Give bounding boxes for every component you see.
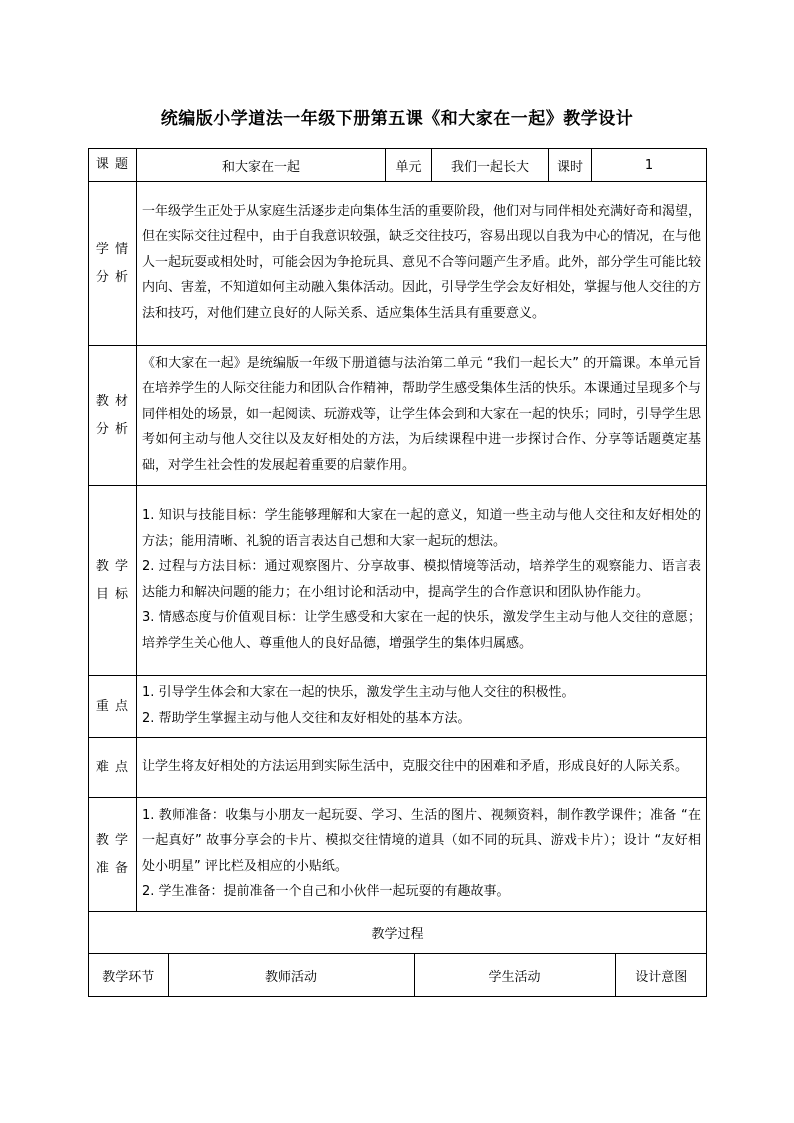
- process-title: 教学过程: [89, 912, 707, 954]
- hours-value: 1: [592, 149, 707, 182]
- zhunbei-label: [89, 798, 137, 912]
- process-header-table: [89, 954, 707, 996]
- hours-label: 课时: [549, 149, 592, 182]
- jiaocai-label-line1: 教 材: [95, 393, 130, 409]
- process-title-row: [89, 912, 707, 954]
- zhunbei-item-1: 1. 教师准备：收集与小朋友一起玩耍、学习、生活的图片、视频资料，制作教学课件；准备 “在一起真好” 故事分享会的卡片、模拟交往情境的道具（如不同的玩具、游戏卡片）；设计 “友好相处小明星” 评比栏及相应的小贴纸。: [142, 807, 701, 874]
- jiaocai-content: [137, 346, 707, 486]
- topic-label: 课 题: [89, 149, 137, 182]
- topic-value: 和大家在一起: [137, 149, 386, 182]
- nandian-label: 难 点: [89, 738, 137, 798]
- zhunbei-label-line1: 教 学: [95, 832, 130, 848]
- zhongdian-item-2: 2. 帮助学生掌握主动与他人交往和友好相处的基本方法。: [142, 710, 471, 726]
- xueqing-label-line1: 学 情: [95, 241, 130, 257]
- page-title: 统编版小学道法一年级下册第五课《和大家在一起》教学设计: [160, 109, 634, 129]
- mubiao-content: [137, 486, 707, 676]
- mubiao-label: [89, 486, 137, 676]
- process-header-cell: [89, 954, 707, 997]
- process-col-student: 学生活动: [414, 954, 615, 996]
- mubiao-item-1: 1. 知识与技能目标：学生能够理解和大家在一起的意义，知道一些主动与他人交往和友好相处的方法；能用清晰、礼貌的语言表达自己想和大家一起玩的想法。: [142, 508, 701, 549]
- jiaocai-label: [89, 346, 137, 486]
- lesson-plan-table: [88, 148, 707, 997]
- jiaocai-paragraph: 《和大家在一起》是统编版一年级下册道德与法治第二单元 “我们一起长大” 的开篇课。本单元旨在培养学生的人际交往能力和团队合作精神，帮助学生感受集体生活的快乐。本课通过呈现多个与同伴相处的场景，如一起阅读、玩游戏等，让学生体会到和大家在一起的快乐；同时，引导学生思考如何主动与他人交往以及友好相处的方法，为后续课程中进一步探讨合作、分享等话题奠定基础，对学生社会性的发展起着重要的启蒙作用。: [142, 355, 702, 473]
- nandian-content: [137, 738, 707, 798]
- header-row: [89, 149, 707, 182]
- zhunbei-item-2: 2. 学生准备：提前准备一个自己和小伙伴一起玩耍的有趣故事。: [142, 884, 510, 899]
- jiaocai-label-line2: 分 析: [95, 421, 130, 437]
- mubiao-item-3: 3. 情感态度与价值观目标：让学生感受和大家在一起的快乐，激发学生主动与他人交往的意愿；培养学生关心他人、尊重他人的良好品德，增强学生的集体归属感。: [142, 610, 701, 651]
- mubiao-label-line2: 目 标: [95, 586, 130, 602]
- xueqing-label-line2: 分 析: [95, 269, 130, 285]
- zhunbei-label-line2: 准 备: [95, 860, 130, 876]
- zhongdian-label: 重 点: [89, 676, 137, 738]
- process-col-intent: 设计意图: [615, 954, 707, 996]
- process-header-row: [89, 954, 707, 997]
- zhunbei-content: [137, 798, 707, 912]
- jiaocai-row: [89, 346, 707, 486]
- nandian-row: [89, 738, 707, 798]
- unit-value: 我们一起长大: [432, 149, 549, 182]
- unit-label: 单元: [386, 149, 432, 182]
- mubiao-item-2: 2. 过程与方法目标：通过观察图片、分享故事、模拟情境等活动，培养学生的观察能力、语言表达能力和解决问题的能力；在小组讨论和活动中，提高学生的合作意识和团队协作能力。: [142, 559, 701, 600]
- xueqing-paragraph: 一年级学生正处于从家庭生活逐步走向集体生活的重要阶段，他们对与同伴相处充满好奇和渴望，但在实际交往过程中，由于自我意识较强，缺乏交往技巧，容易出现以自我为中心的情况，在与他人一起玩耍或相处时，可能会因为争抢玩具、意见不合等问题产生矛盾。此外，部分学生可能比较内向、害羞，不知道如何主动融入集体活动。因此，引导学生学会友好相处，掌握与他人交往的方法和技巧，对他们建立良好的人际关系、适应集体生活具有重要意义。: [142, 203, 702, 321]
- zhongdian-row: [89, 676, 707, 738]
- zhongdian-content: [137, 676, 707, 738]
- zhunbei-row: [89, 798, 707, 912]
- xueqing-content: [137, 182, 707, 346]
- xueqing-label: [89, 182, 137, 346]
- mubiao-row: [89, 486, 707, 676]
- mubiao-label-line1: 教 学: [95, 558, 130, 574]
- process-col-stage: 教学环节: [89, 954, 168, 996]
- process-col-teacher: 教师活动: [168, 954, 414, 996]
- xueqing-row: [89, 182, 707, 346]
- zhongdian-item-1: 1. 引导学生体会和大家在一起的快乐，激发学生主动与他人交往的积极性。: [142, 685, 575, 700]
- nandian-paragraph: 让学生将友好相处的方法运用到实际生活中，克服交往中的困难和矛盾，形成良好的人际关系。: [142, 758, 689, 774]
